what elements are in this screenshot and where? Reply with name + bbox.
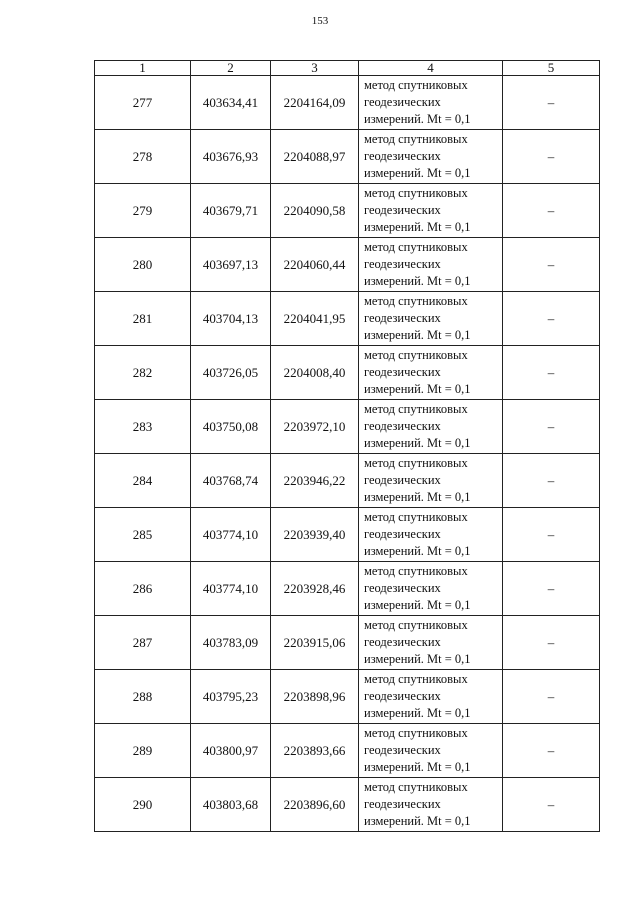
table-row (95, 400, 600, 454)
method-line: метод спутниковых (364, 780, 468, 794)
table-row (95, 778, 600, 832)
x-coordinate-cell: 403783,09 (191, 616, 271, 670)
note-cell: – (503, 562, 600, 616)
note-cell: – (503, 508, 600, 562)
method-line: геодезических (364, 311, 441, 325)
method-cell (359, 130, 503, 184)
x-coordinate-cell: 403803,68 (191, 778, 271, 832)
point-number-cell: 286 (95, 562, 191, 616)
method-line: измерений. Mt = 0,1 (364, 436, 471, 450)
y-coordinate-cell: 2203946,22 (271, 454, 359, 508)
point-number-cell: 279 (95, 184, 191, 238)
method-line: измерений. Mt = 0,1 (364, 652, 471, 666)
y-coordinate-cell: 2203898,96 (271, 670, 359, 724)
column-header-2: 2 (191, 61, 271, 76)
table-row (95, 76, 600, 130)
table-row (95, 130, 600, 184)
table-row (95, 184, 600, 238)
point-number-cell: 287 (95, 616, 191, 670)
method-cell (359, 238, 503, 292)
point-number-cell: 290 (95, 778, 191, 832)
column-header-3: 3 (271, 61, 359, 76)
point-number-cell: 282 (95, 346, 191, 400)
note-cell: – (503, 724, 600, 778)
table-row (95, 238, 600, 292)
method-line: геодезических (364, 365, 441, 379)
table-row (95, 454, 600, 508)
method-line: метод спутниковых (364, 564, 468, 578)
y-coordinate-cell: 2204060,44 (271, 238, 359, 292)
table-row (95, 562, 600, 616)
x-coordinate-cell: 403676,93 (191, 130, 271, 184)
method-line: метод спутниковых (364, 132, 468, 146)
x-coordinate-cell: 403795,23 (191, 670, 271, 724)
method-line: метод спутниковых (364, 726, 468, 740)
y-coordinate-cell: 2204041,95 (271, 292, 359, 346)
method-line: геодезических (364, 527, 441, 541)
method-cell (359, 454, 503, 508)
method-line: измерений. Mt = 0,1 (364, 166, 471, 180)
method-line: метод спутниковых (364, 186, 468, 200)
x-coordinate-cell: 403704,13 (191, 292, 271, 346)
method-cell (359, 670, 503, 724)
x-coordinate-cell: 403750,08 (191, 400, 271, 454)
point-number-cell: 278 (95, 130, 191, 184)
method-line: геодезических (364, 689, 441, 703)
method-line: измерений. Mt = 0,1 (364, 490, 471, 504)
method-line: метод спутниковых (364, 240, 468, 254)
y-coordinate-cell: 2203939,40 (271, 508, 359, 562)
point-number-cell: 281 (95, 292, 191, 346)
method-cell (359, 76, 503, 130)
table-row (95, 508, 600, 562)
method-line: измерений. Mt = 0,1 (364, 328, 471, 342)
point-number-cell: 289 (95, 724, 191, 778)
coordinates-table (94, 60, 600, 832)
table-body (95, 76, 600, 832)
table-row (95, 616, 600, 670)
column-header-5: 5 (503, 61, 600, 76)
method-cell (359, 292, 503, 346)
point-number-cell: 277 (95, 76, 191, 130)
method-line: геодезических (364, 257, 441, 271)
x-coordinate-cell: 403774,10 (191, 508, 271, 562)
method-cell (359, 562, 503, 616)
method-cell (359, 508, 503, 562)
method-line: метод спутниковых (364, 294, 468, 308)
point-number-cell: 285 (95, 508, 191, 562)
note-cell: – (503, 616, 600, 670)
note-cell: – (503, 238, 600, 292)
method-line: метод спутниковых (364, 402, 468, 416)
method-line: метод спутниковых (364, 348, 468, 362)
column-header-1: 1 (95, 61, 191, 76)
column-header-4: 4 (359, 61, 503, 76)
x-coordinate-cell: 403697,13 (191, 238, 271, 292)
y-coordinate-cell: 2204088,97 (271, 130, 359, 184)
y-coordinate-cell: 2204008,40 (271, 346, 359, 400)
note-cell: – (503, 778, 600, 832)
y-coordinate-cell: 2204090,58 (271, 184, 359, 238)
y-coordinate-cell: 2203928,46 (271, 562, 359, 616)
table-row (95, 670, 600, 724)
table-row (95, 346, 600, 400)
note-cell: – (503, 454, 600, 508)
note-cell: – (503, 184, 600, 238)
y-coordinate-cell: 2203896,60 (271, 778, 359, 832)
note-cell: – (503, 292, 600, 346)
note-cell: – (503, 670, 600, 724)
method-line: измерений. Mt = 0,1 (364, 760, 471, 774)
method-line: метод спутниковых (364, 456, 468, 470)
table-row (95, 292, 600, 346)
page-number: 153 (311, 15, 329, 27)
method-line: геодезических (364, 635, 441, 649)
note-cell: – (503, 130, 600, 184)
table-header-row (95, 61, 600, 76)
method-cell (359, 400, 503, 454)
method-line: измерений. Mt = 0,1 (364, 220, 471, 234)
x-coordinate-cell: 403768,74 (191, 454, 271, 508)
method-line: измерений. Mt = 0,1 (364, 112, 471, 126)
method-line: метод спутниковых (364, 672, 468, 686)
x-coordinate-cell: 403634,41 (191, 76, 271, 130)
method-line: измерений. Mt = 0,1 (364, 382, 471, 396)
point-number-cell: 280 (95, 238, 191, 292)
method-cell (359, 346, 503, 400)
y-coordinate-cell: 2203972,10 (271, 400, 359, 454)
method-line: измерений. Mt = 0,1 (364, 598, 471, 612)
x-coordinate-cell: 403679,71 (191, 184, 271, 238)
method-line: геодезических (364, 797, 441, 811)
table-row (95, 724, 600, 778)
method-line: метод спутниковых (364, 510, 468, 524)
method-cell (359, 778, 503, 832)
point-number-cell: 284 (95, 454, 191, 508)
method-cell (359, 184, 503, 238)
method-line: метод спутниковых (364, 618, 468, 632)
x-coordinate-cell: 403774,10 (191, 562, 271, 616)
method-line: геодезических (364, 581, 441, 595)
point-number-cell: 288 (95, 670, 191, 724)
method-line: измерений. Mt = 0,1 (364, 544, 471, 558)
y-coordinate-cell: 2204164,09 (271, 76, 359, 130)
note-cell: – (503, 346, 600, 400)
method-line: метод спутниковых (364, 78, 468, 92)
method-cell (359, 616, 503, 670)
note-cell: – (503, 400, 600, 454)
method-cell (359, 724, 503, 778)
x-coordinate-cell: 403726,05 (191, 346, 271, 400)
method-line: геодезических (364, 419, 441, 433)
method-line: измерений. Mt = 0,1 (364, 274, 471, 288)
x-coordinate-cell: 403800,97 (191, 724, 271, 778)
note-cell: – (503, 76, 600, 130)
point-number-cell: 283 (95, 400, 191, 454)
method-line: геодезических (364, 473, 441, 487)
method-line: геодезических (364, 95, 441, 109)
method-line: геодезических (364, 149, 441, 163)
method-line: геодезических (364, 743, 441, 757)
y-coordinate-cell: 2203915,06 (271, 616, 359, 670)
method-line: измерений. Mt = 0,1 (364, 706, 471, 720)
method-line: геодезических (364, 203, 441, 217)
method-line: измерений. Mt = 0,1 (364, 814, 471, 828)
y-coordinate-cell: 2203893,66 (271, 724, 359, 778)
